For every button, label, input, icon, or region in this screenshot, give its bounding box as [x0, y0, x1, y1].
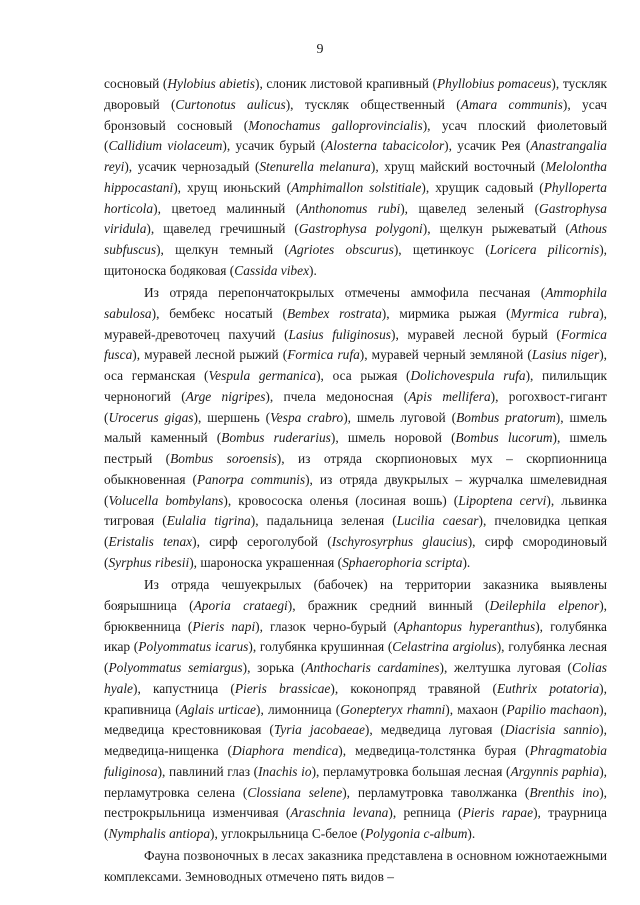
paragraph-vertebrates: Фауна позвоночных в лесах заказника представлена в основном южнотаежными комплексами. Земноводных отмечено пять видов – — [104, 848, 607, 884]
body-text — [104, 74, 607, 889]
paragraph-hymenoptera: Из отряда перепончатокрылых отмечены аммофила песчаная (Ammophila sabulosa), бембекс носатый (Bembex rostrata), мирмика рыжая (Myrmica rubra), муравей-древоточец пахучий (Lasius fuliginosus), муравей лесной бурый (Formica fusca), муравей лесной рыжий (Formica rufa), муравей черный земляной (Lasius niger), оса германская (Vespula germanica), оса рыжая (Dolichovespula rufa), пилильщик черноногий (Arge nigripes), пчела медоносная (Apis mellifera), рогохвост-гигант (Urocerus gigas), шершень (Vespa crabro), шмель луговой (Bombus pratorum), шмель малый каменный (Bombus ruderarius), шмель норовой (Bombus lucorum), шмель пестрый (Bombus soroensis), из отряда скорпионовых мух – скорпионница обыкновенная (Panorpa communis), из отряда двукрылых – журчалка шмелевидная (Volucella bombylans), кровососка оленья (лосиная вошь) (Lipoptena cervi), львинка тигровая (Eulalia tigrina), падальница зеленая (Lucilia caesar), пчеловидка цепкая (Eristalis tenax), сирф сероголубой (Ischyrosyrphus glaucius), сирф смородиновый (Syrphus ribesii), шароноска украшенная (Sphaerophoria scripta). — [104, 285, 608, 570]
paragraph-lepidoptera: Из отряда чешуекрылых (бабочек) на территории заказника выявлены боярышница (Aporia crataegi), бражник средний винный (Deilephila elpenor), брюквенница (Pieris napi), глазок черно-бурый (Aphantopus hyperanthus), голубянка икар (Polyommatus icarus), голубянка крушинная (Celastrina argiolus), голубянка лесная (Polyommatus semiargus), зорька (Anthocharis cardamines), желтушка луговая (Colias hyale), капустница (Pieris brassicae), коконопряд травяной (Euthrix potatoria), крапивница (Aglais urticae), лимонница (Gonepteryx rhamni), махаон (Papilio machaon), медведица крестовниковая (Tyria jacobaeae), медведица луговая (Diacrisia sannio), медведица-нищенка (Diaphora mendica), медведица-толстянка бурая (Phragmatobia fuliginosa), павлиний глаз (Inachis io), перламутровка большая лесная (Argynnis paphia), перламутровка селена (Clossiana selene), перламутровка таволжанка (Brenthis ino), пестрокрыльница изменчивая (Araschnia levana), репница (Pieris rapae), траурница (Nymphalis antiopa), углокрыльница С-белое (Polygonia c-album). — [104, 577, 608, 841]
page-number: 9 — [316, 42, 324, 57]
paragraph-beetles-continued: сосновый (Hylobius abietis), слоник листовой крапивный (Phyllobius pomaceus), тускляк дворовый (Curtonotus aulicus), тускляк общественный (Amara communis), усач бронзовый сосновый (Monochamus galloprovincialis), усач плоский фиолетовый (Callidium violaceum), усачик бурый (Alosterna tabacicolor), усачик Рея (Anastrangalia reyi), усачик чернозадый (Stenurella melanura), хрущ майский восточный (Melolontha hippocastani), хрущ июньский (Amphimallon solstitiale), хрущик садовый (Phylloperta horticola), цветоед малинный (Anthonomus rubi), щавелед зеленый (Gastrophysa viridula), щавелед гречишный (Gastrophysa polygoni), щелкун рыжеватый (Athous subfuscus), щелкун темный (Agriotes obscurus), щетинкоус (Loricera pilicornis), щитоноска бодяковая (Cassida vibex). — [104, 76, 608, 278]
